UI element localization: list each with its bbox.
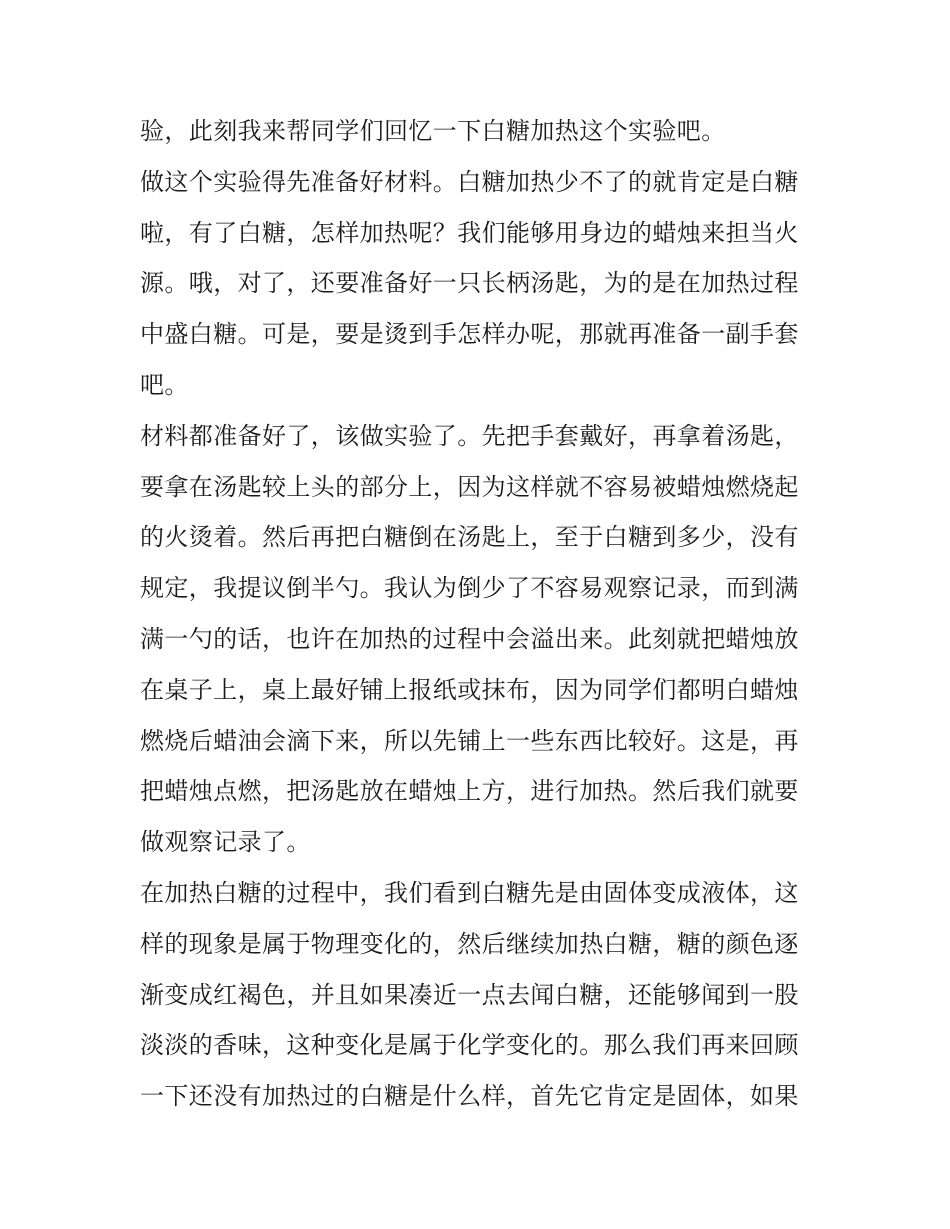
document-body	[140, 106, 812, 1122]
text-line: 的火烫着。然后再把白糖倒在汤匙上，至于白糖到多少，没有	[140, 523, 799, 552]
text-line: 材料都准备好了，该做实验了。先把手套戴好，再拿着汤匙，	[140, 421, 799, 450]
paragraph-3	[140, 411, 812, 868]
text-line: 在加热白糖的过程中，我们看到白糖先是由固体变成液体，这	[140, 878, 799, 907]
text-line: 要拿在汤匙较上头的部分上，因为这样就不容易被蜡烛燃烧起	[140, 472, 799, 501]
paragraph-4	[140, 868, 812, 1122]
paragraph-1	[140, 106, 812, 157]
text-line: 啦，有了白糖，怎样加热呢？我们能够用身边的蜡烛来担当火	[140, 218, 799, 247]
text-line: 淡淡的香味，这种变化是属于化学变化的。那么我们再来回顾	[140, 1031, 799, 1060]
text-line: 中盛白糖。可是，要是烫到手怎样办呢，那就再准备一副手套	[140, 320, 799, 349]
text-line: 样的现象是属于物理变化的，然后继续加热白糖，糖的颜色逐	[140, 929, 799, 958]
text-line: 把蜡烛点燃，把汤匙放在蜡烛上方，进行加热。然后我们就要	[140, 777, 799, 806]
paragraph-2	[140, 157, 812, 411]
text-line: 渐变成红褐色，并且如果凑近一点去闻白糖，还能够闻到一股	[140, 980, 799, 1009]
text-line: 规定，我提议倒半勺。我认为倒少了不容易观察记录，而到满	[140, 574, 799, 603]
text-line: 吧。	[140, 370, 189, 399]
text-line: 验，此刻我来帮同学们回忆一下白糖加热这个实验吧。	[140, 117, 726, 145]
text-line: 满一勺的话，也许在加热的过程中会溢出来。此刻就把蜡烛放	[140, 624, 799, 653]
text-line: 做这个实验得先准备好材料。白糖加热少不了的就肯定是白糖	[140, 167, 799, 196]
text-line: 一下还没有加热过的白糖是什么样，首先它肯定是固体，如果	[140, 1082, 799, 1111]
text-line: 在桌子上，桌上最好铺上报纸或抹布，因为同学们都明白蜡烛	[140, 675, 799, 704]
text-line: 做观察记录了。	[140, 828, 311, 857]
text-line: 燃烧后蜡油会滴下来，所以先铺上一些东西比较好。这是，再	[140, 726, 799, 755]
text-line: 源。哦，对了，还要准备好一只长柄汤匙，为的是在加热过程	[140, 269, 799, 298]
